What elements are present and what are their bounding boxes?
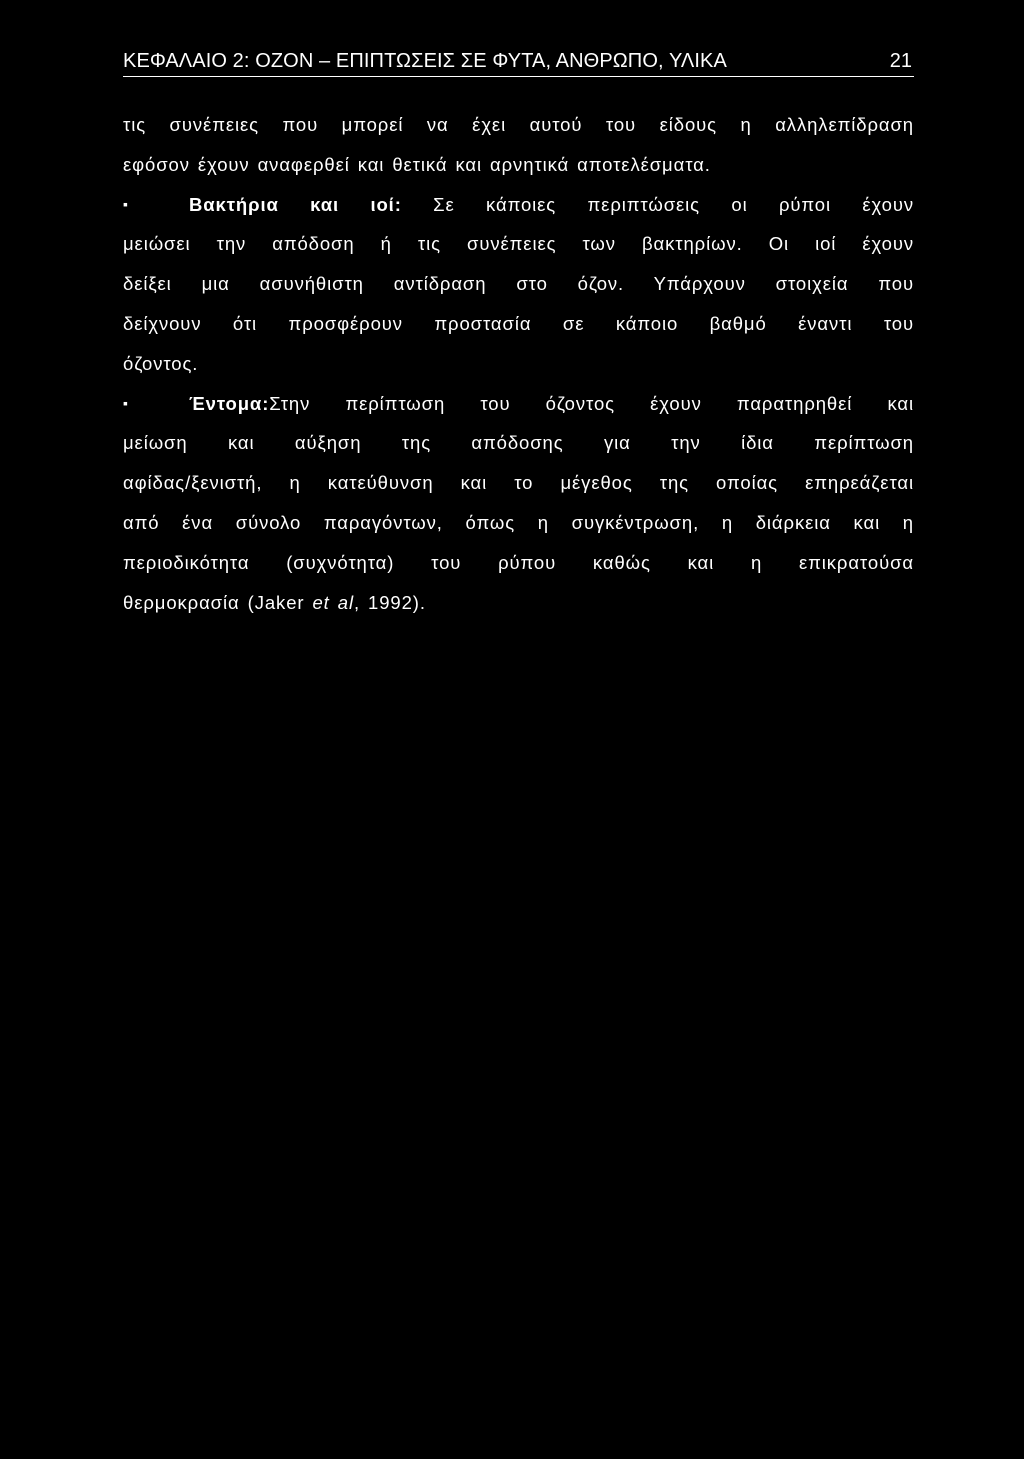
bullet-item-insects bbox=[123, 384, 914, 623]
text-line: μειώσει την απόδοση ή τις συνέπειες των βακτηρίων. Οι ιοί έχουν bbox=[123, 233, 914, 255]
chapter-title: ΚΕΦΑΛΑΙΟ 2: ΟΖΟΝ – ΕΠΙΠΤΩΣΕΙΣ ΣΕ ΦΥΤΑ, ΑΝΘΡΩΠΟ, ΥΛΙΚΑ bbox=[123, 50, 727, 72]
page-number: 21 bbox=[889, 50, 912, 72]
bullet-line bbox=[123, 384, 914, 424]
bullet-item-bacteria bbox=[123, 185, 914, 384]
bullet-icon: ▪ bbox=[123, 195, 129, 212]
bullet-icon: ▪ bbox=[123, 394, 129, 411]
citation-et-al: et al bbox=[312, 591, 354, 613]
text-line: αφίδας/ξενιστή, η κατεύθυνση και το μέγεθος της οποίας επηρεάζεται bbox=[123, 472, 914, 494]
citation-line bbox=[123, 583, 914, 623]
bullet-label: Έντομα: bbox=[189, 392, 270, 414]
body-text bbox=[123, 105, 914, 622]
text-line: δείχνουν ότι προσφέρουν προστασία σε κάποιο βαθμό έναντι του bbox=[123, 312, 914, 334]
bullet-label: Βακτήρια και ιοί: bbox=[189, 193, 402, 215]
text-line: εφόσον έχουν αναφερθεί και θετικά και αρνητικά αποτελέσματα. bbox=[123, 153, 711, 175]
bullet-line bbox=[123, 185, 914, 225]
text-span: Σε κάποιες περιπτώσεις οι ρύποι έχουν bbox=[401, 193, 915, 215]
text-line: από ένα σύνολο παραγόντων, όπως η συγκέντρωση, η διάρκεια και η bbox=[123, 511, 914, 533]
paragraph-intro bbox=[123, 105, 914, 185]
text-line: όζοντος. bbox=[123, 352, 199, 374]
text-line: μείωση και αύξηση της απόδοσης για την ίδια περίπτωση bbox=[123, 432, 914, 454]
text-span: θερμοκρασία (Jaker bbox=[123, 591, 313, 613]
text-span: , 1992). bbox=[353, 591, 426, 613]
text-line: τις συνέπειες που μπορεί να έχει αυτού του είδους η αλληλεπίδραση bbox=[123, 114, 914, 135]
text-line: δείξει μια ασυνήθιστη αντίδραση στο όζον. Υπάρχουν στοιχεία που bbox=[123, 273, 914, 295]
text-line: περιοδικότητα (συχνότητα) του ρύπου καθώς και η επικρατούσα bbox=[123, 551, 914, 573]
text-span: Στην περίπτωση του όζοντος έχουν παρατηρηθεί και bbox=[269, 392, 914, 414]
running-header bbox=[123, 46, 914, 77]
